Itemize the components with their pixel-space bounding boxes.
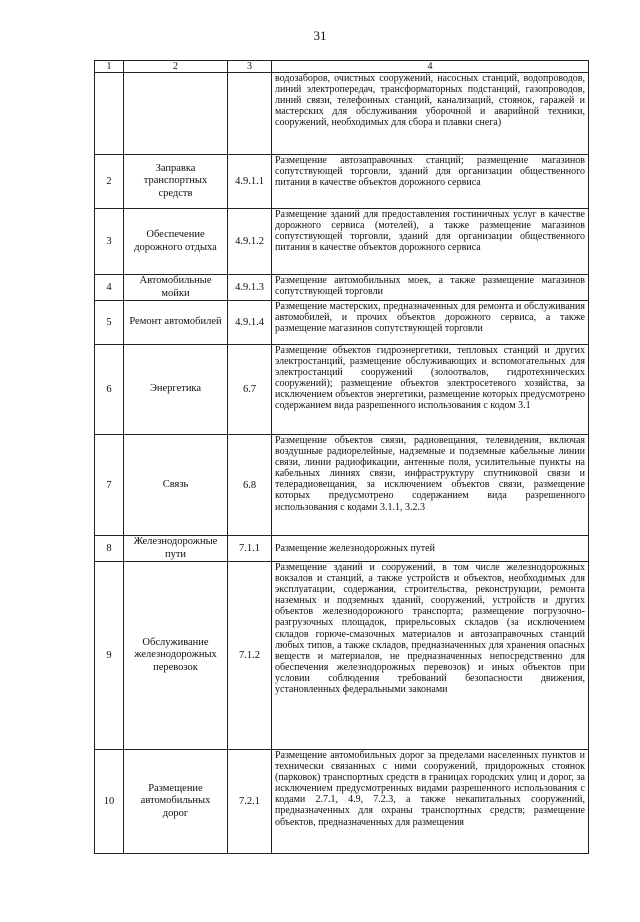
row-number: 7 xyxy=(95,435,124,536)
header-col-3: 3 xyxy=(228,61,272,73)
use-type-description: Размещение автомобильных дорог за пределами населенных пунктов и технически связанных с ними сооружений, придорожных стоянок (парковок) транспортных средств в границах городских улиц и дорог, за исключением предусмотренных видами разрешенного использования с кодами 2.7.1, 4.9, 7.2.3, а также некапитальных сооружений, предназначенных для охраны транспортных средств; размещение объектов, предназначенных для размещения xyxy=(272,750,589,854)
use-type-description: Размещение железнодорожных путей xyxy=(272,536,589,562)
row-number: 5 xyxy=(95,301,124,345)
page-number: 31 xyxy=(313,28,327,43)
use-type-code: 6.7 xyxy=(228,345,272,435)
row-number: 10 xyxy=(95,750,124,854)
table-row xyxy=(95,435,589,536)
use-type-description: Размещение автомобильных моек, а также размещение магазинов сопутствующей торговли xyxy=(272,275,589,301)
table-row xyxy=(95,562,589,750)
use-type-code: 7.2.1 xyxy=(228,750,272,854)
use-type-name: Ремонт автомобилей xyxy=(124,301,228,345)
use-type-name: Энергетика xyxy=(124,345,228,435)
use-type-name: Связь xyxy=(124,435,228,536)
header-col-1: 1 xyxy=(95,61,124,73)
table-row-continuation xyxy=(95,73,589,155)
row-number: 6 xyxy=(95,345,124,435)
use-type-code: 4.9.1.2 xyxy=(228,209,272,275)
cell-name xyxy=(124,73,228,155)
table-row xyxy=(95,345,589,435)
row-number: 2 xyxy=(95,155,124,209)
use-type-name: Размещение автомобильных дорог xyxy=(124,750,228,854)
use-type-code: 4.9.1.1 xyxy=(228,155,272,209)
header-col-4: 4 xyxy=(272,61,589,73)
cell-code xyxy=(228,73,272,155)
cell-desc: водозаборов, очистных сооружений, насосных станций, водопроводов, линий электропередач, трансформаторных подстанций, газопроводов, линий связи, телефонных станций, канализаций, стоянок, гаражей и мастерских для обслуживания уборочной и аварийной техники, сооружений, необходимых для сбора и плавки снега) xyxy=(272,73,589,155)
table-row xyxy=(95,209,589,275)
row-number: 9 xyxy=(95,562,124,750)
use-type-description: Размещение автозаправочных станций; размещение магазинов сопутствующей торговли, зданий для организации общественного питания в качестве объектов дорожного сервиса xyxy=(272,155,589,209)
use-type-name: Заправка транспортных средств xyxy=(124,155,228,209)
table-row xyxy=(95,301,589,345)
use-type-code: 4.9.1.4 xyxy=(228,301,272,345)
land-use-table xyxy=(94,60,589,854)
use-type-name: Железнодорожные пути xyxy=(124,536,228,562)
table-row xyxy=(95,750,589,854)
use-type-code: 4.9.1.3 xyxy=(228,275,272,301)
use-type-description: Размещение мастерских, предназначенных для ремонта и обслуживания автомобилей, и прочих объектов дорожного сервиса, а также размещение магазинов сопутствующей торговли xyxy=(272,301,589,345)
row-number: 3 xyxy=(95,209,124,275)
row-number: 4 xyxy=(95,275,124,301)
table-row xyxy=(95,536,589,562)
header-col-2: 2 xyxy=(124,61,228,73)
cell-num xyxy=(95,73,124,155)
table-row xyxy=(95,275,589,301)
use-type-code: 6.8 xyxy=(228,435,272,536)
use-type-description: Размещение объектов связи, радиовещания, телевидения, включая воздушные радиорелейные, надземные и подземные кабельные линии связи, линии радиофикации, антенные поля, усилительные пункты на кабельных линиях связи, инфраструктуру спутниковой связи и телерадиовещания, за исключением объектов связи, размещение которых предусмотрено содержанием вида разрешенного использования с кодами 3.1.1, 3.2.3 xyxy=(272,435,589,536)
use-type-name: Обслуживание железнодорожных перевозок xyxy=(124,562,228,750)
use-type-name: Автомобильные мойки xyxy=(124,275,228,301)
use-type-description: Размещение объектов гидроэнергетики, тепловых станций и других электростанций, размещение обслуживающих и вспомогательных для электростанций сооружений (золоотвалов, гидротехнических сооружений); размещение объектов электросетевого хозяйства, за исключением объектов энергетики, размещение которых предусмотрено содержанием вида разрешенного использования с кодом 3.1 xyxy=(272,345,589,435)
use-type-description: Размещение зданий и сооружений, в том числе железнодорожных вокзалов и станций, а также устройств и объектов, необходимых для эксплуатации, содержания, строительства, реконструкции, ремонта наземных и подземных зданий, сооружений, устройств и других объектов железнодорожного транспорта; размещение погрузочно-разгрузочных площадок, прирельсовых складов (за исключением складов горюче-смазочных материалов и автозаправочных станций любых типов, а также складов, предназначенных для хранения опасных веществ и материалов, не предназначенных непосредственно для обеспечения железнодорожных перевозок) и иных объектов при условии соблюдения требований безопасности движения, установленных федеральными законами xyxy=(272,562,589,750)
use-type-description: Размещение зданий для предоставления гостиничных услуг в качестве дорожного сервиса (мотелей), а также размещение магазинов сопутствующей торговли, зданий для организации общественного питания в качестве объектов дорожного сервиса xyxy=(272,209,589,275)
row-number: 8 xyxy=(95,536,124,562)
use-type-code: 7.1.2 xyxy=(228,562,272,750)
use-type-name: Обеспечение дорожного отдыха xyxy=(124,209,228,275)
table-row xyxy=(95,155,589,209)
use-type-code: 7.1.1 xyxy=(228,536,272,562)
header-row xyxy=(95,61,589,73)
